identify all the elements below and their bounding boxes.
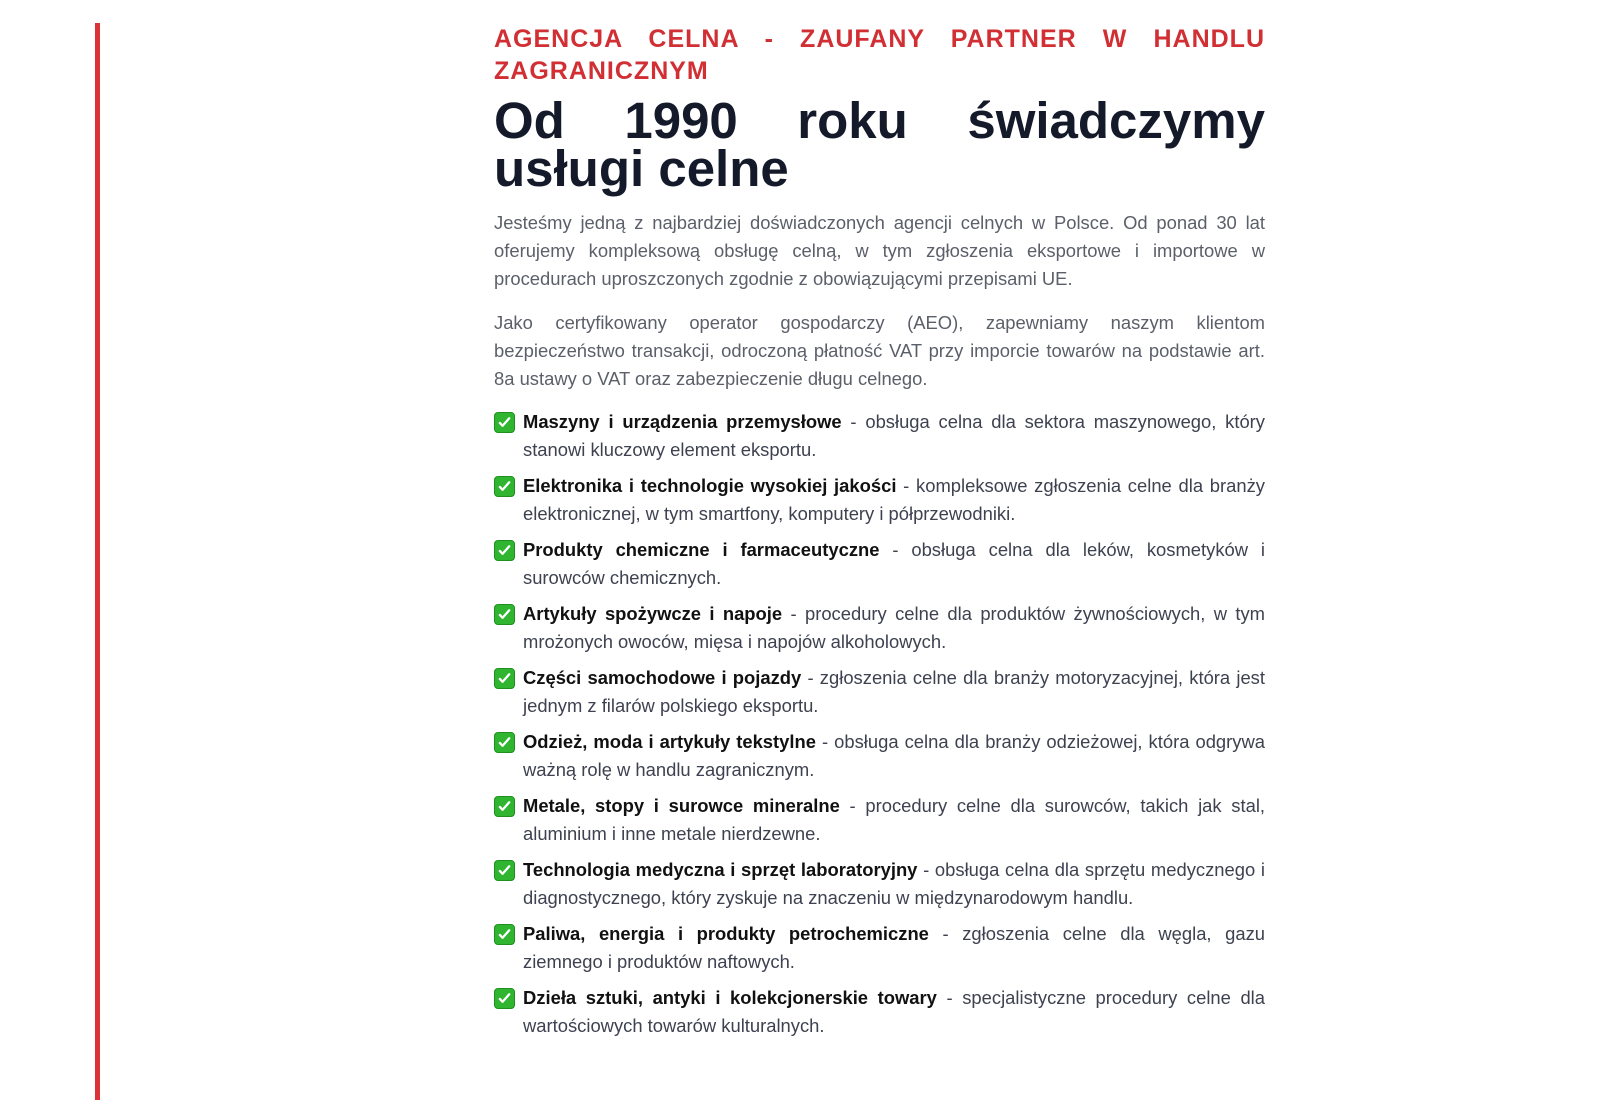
feature-description: - obsługa celna dla sektora maszynowego, który stanowi kluczowy element eksportu. [523, 411, 1265, 460]
accent-vertical-line [95, 23, 100, 1100]
check-mark-icon [494, 796, 515, 817]
section-eyebrow: AGENCJA CELNA - ZAUFANY PARTNER W HANDLU ZAGRANICZNYM [494, 25, 1265, 85]
feature-list [494, 408, 1265, 1040]
check-mark-icon [494, 412, 515, 433]
feature-description: - zgłoszenia celne dla branży motoryzacyjnej, która jest jednym z filarów polskiego eksportu. [523, 667, 1265, 716]
feature-title: Odzież, moda i artykuły tekstylne [523, 731, 816, 752]
check-mark-icon [494, 668, 515, 689]
check-mark-icon [494, 924, 515, 945]
feature-description: - obsługa celna dla branży odzieżowej, która odgrywa ważną rolę w handlu zagranicznym. [523, 731, 1265, 780]
feature-item [494, 600, 1265, 656]
feature-title: Maszyny i urządzenia przemysłowe [523, 411, 842, 432]
feature-description: - specjalistyczne procedury celne dla wartościowych towarów kulturalnych. [523, 987, 1265, 1036]
feature-item [494, 472, 1265, 528]
check-mark-icon [494, 732, 515, 753]
feature-title: Dzieła sztuki, antyki i kolekcjonerskie towary [523, 987, 937, 1008]
check-mark-icon [494, 540, 515, 561]
feature-title: Artykuły spożywcze i napoje [523, 603, 783, 624]
feature-title: Części samochodowe i pojazdy [523, 667, 802, 688]
feature-title: Produkty chemiczne i farmaceutyczne [523, 539, 880, 560]
feature-item [494, 792, 1265, 848]
feature-title: Technologia medyczna i sprzęt laboratoryjny [523, 859, 918, 880]
content-section [494, 23, 1265, 1048]
feature-description: - kompleksowe zgłoszenia celne dla branży elektronicznej, w tym smartfony, komputery i półprzewodniki. [523, 475, 1265, 524]
feature-item [494, 856, 1265, 912]
page-title: Od 1990 roku świadczymy usługi celne [494, 92, 1265, 197]
feature-item [494, 536, 1265, 592]
feature-description: - zgłoszenia celne dla węgla, gazu ziemnego i produktów naftowych. [523, 923, 1265, 972]
feature-item [494, 728, 1265, 784]
feature-description: - procedury celne dla produktów żywnościowych, w tym mrożonych owoców, mięsa i napojów alkoholowych. [523, 603, 1265, 652]
feature-item [494, 920, 1265, 976]
feature-description: - obsługa celna dla leków, kosmetyków i surowców chemicznych. [523, 539, 1265, 588]
check-mark-icon [494, 988, 515, 1009]
feature-description: - procedury celne dla surowców, takich jak stal, aluminium i inne metale nierdzewne. [523, 795, 1266, 844]
feature-description: - obsługa celna dla sprzętu medycznego i diagnostycznego, który zyskuje na znaczeniu w międzynarodowym handlu. [523, 859, 1265, 908]
feature-item [494, 664, 1265, 720]
intro-paragraph-2: Jako certyfikowany operator gospodarczy (AEO), zapewniamy naszym klientom bezpieczeństwo transakcji, odroczoną płatność VAT przy imporcie towarów na podstawie art. 8a ustawy o VAT oraz zabezpieczenie długu celnego. [494, 312, 1265, 389]
feature-title: Metale, stopy i surowce mineralne [523, 795, 840, 816]
feature-title: Paliwa, energia i produkty petrochemiczne [523, 923, 929, 944]
intro-paragraph-1: Jesteśmy jedną z najbardziej doświadczonych agencji celnych w Polsce. Od ponad 30 lat oferujemy kompleksową obsługę celną, w tym zgłoszenia eksportowe i importowe w procedurach uproszczonych zgodnie z obowiązującymi przepisami UE. [494, 212, 1265, 289]
check-mark-icon [494, 604, 515, 625]
check-mark-icon [494, 860, 515, 881]
check-mark-icon [494, 476, 515, 497]
feature-item [494, 984, 1265, 1040]
feature-item [494, 408, 1265, 464]
feature-title: Elektronika i technologie wysokiej jakości [523, 475, 897, 496]
